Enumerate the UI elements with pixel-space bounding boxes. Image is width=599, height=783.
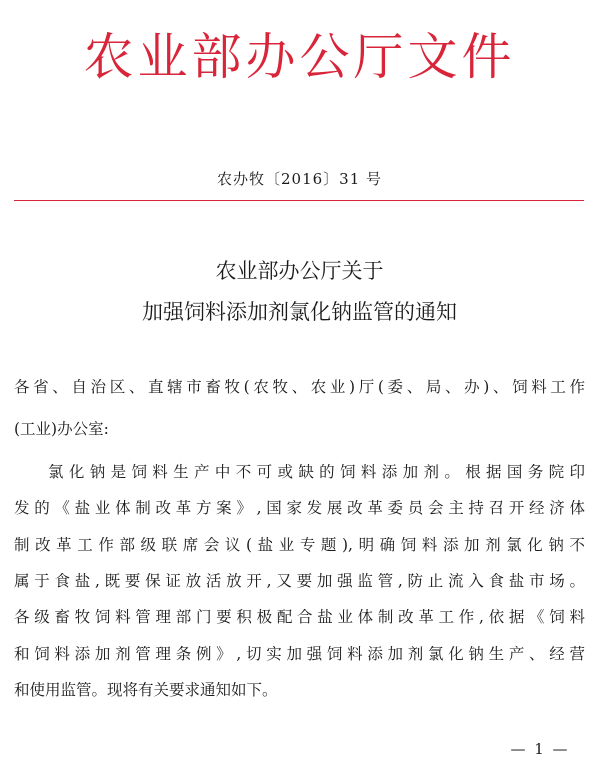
document-number: 农办牧〔2016〕31 号 (216, 170, 383, 188)
body-text-line: 氯化钠是饲料生产中不可或缺的饲料添加剂。根据国务院印 (48, 463, 585, 481)
body-text-line: 制改革工作部级联席会议(盐业专题),明确饲料添加剂氯化钠不 (14, 536, 585, 554)
addressee-line-2: (工业)办公室: (14, 420, 109, 438)
body-text-line: 发的《盐业体制改革方案》,国家发展改革委员会主持召开经济体 (14, 499, 585, 517)
document-masthead: 农业部办公厅文件 (83, 28, 516, 86)
body-text-line: 属于食盐,既要保证放活放开,又要加强监管,防止流入食盐市场。 (14, 572, 585, 590)
body-text-line: 和使用监管。现将有关要求通知如下。 (14, 681, 278, 699)
document-title-line-2: 加强饲料添加剂氯化钠监管的通知 (142, 300, 457, 324)
body-text-line: 和饲料添加剂管理条例》,切实加强饲料添加剂氯化钠生产、经营 (14, 645, 585, 663)
red-divider-line (14, 200, 584, 201)
page-number: — 1 — (510, 740, 570, 758)
document-title-line-1: 农业部办公厅关于 (215, 259, 384, 283)
addressee-line-1: 各省、自治区、直辖市畜牧(农牧、农业)厅(委、局、办)、饲料工作 (14, 378, 585, 396)
body-text-line: 各级畜牧饲料管理部门要积极配合盐业体制改革工作,依据《饲料 (14, 608, 585, 626)
